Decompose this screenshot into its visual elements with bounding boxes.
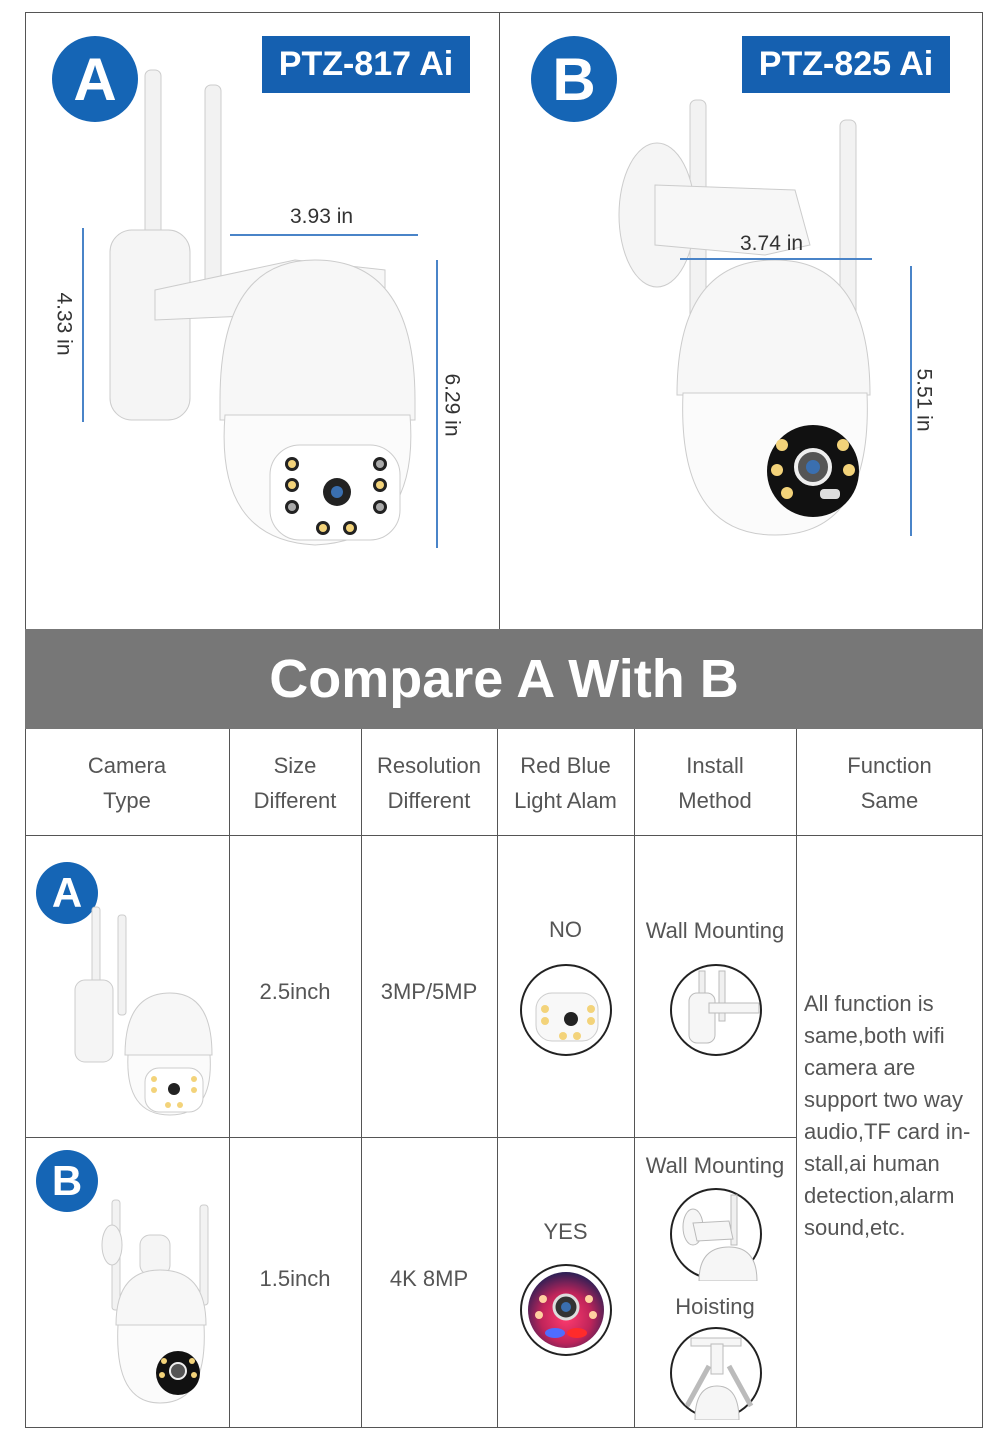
row-b-install-wall: Wall Mounting xyxy=(645,1153,785,1178)
row-b-light: YES xyxy=(543,1219,588,1244)
row-a-install-icon xyxy=(669,963,763,1057)
height-a-right-label: 6.29 in xyxy=(440,373,464,437)
height-a-left-label: 4.33 in xyxy=(52,292,76,356)
camera-b-illustration xyxy=(615,95,885,545)
row-b-install-wall-icon xyxy=(669,1187,763,1281)
height-b-right-label: 5.51 in xyxy=(912,368,936,432)
function-description: All function is same,both wifi camera are support two way audio,TF card in- stall,ai human detection,alarm sound,etc. xyxy=(804,991,971,1240)
header-install: Install Method xyxy=(678,753,752,813)
width-b-label: 3.74 in xyxy=(740,232,804,255)
badge-a-circle: A xyxy=(52,36,138,122)
height-a-right-line xyxy=(436,260,438,548)
row-b-install-hoist-icon xyxy=(669,1326,763,1420)
compare-banner: Compare A With B xyxy=(25,629,983,729)
header-resolution: Resolution Different xyxy=(377,753,481,813)
row-b-resolution: 4K 8MP xyxy=(389,1266,469,1291)
row-divider xyxy=(25,1137,797,1138)
row-a-badge: A xyxy=(36,862,98,924)
row-b-size: 1.5inch xyxy=(259,1266,331,1291)
row-b-camera-image xyxy=(100,1195,220,1410)
row-a-light: NO xyxy=(549,917,582,942)
row-b-badge: B xyxy=(36,1150,98,1212)
height-a-left-line xyxy=(82,228,84,422)
header-function: Function Same xyxy=(847,753,932,813)
header-light: Red Blue Light Alam xyxy=(514,753,617,813)
badge-b-circle: B xyxy=(531,36,617,122)
width-a-line xyxy=(230,234,418,236)
row-a-size: 2.5inch xyxy=(259,979,331,1004)
row-b-light-icon xyxy=(519,1263,613,1357)
top-divider xyxy=(499,12,500,629)
header-size: Size Different xyxy=(253,753,337,813)
row-a-light-icon xyxy=(519,963,613,1057)
header-divider xyxy=(25,835,983,836)
header-camera-type: Camera Type xyxy=(87,753,167,813)
model-a-label: PTZ-817 Ai xyxy=(262,36,470,93)
model-b-label: PTZ-825 Ai xyxy=(742,36,950,93)
width-b-line xyxy=(680,258,872,260)
row-a-resolution: 3MP/5MP xyxy=(380,979,478,1004)
row-a-install: Wall Mounting xyxy=(645,918,785,943)
row-a-camera-image xyxy=(70,905,220,1120)
width-a-label: 3.93 in xyxy=(290,205,354,228)
camera-a-illustration xyxy=(95,60,435,560)
row-b-install-hoisting: Hoisting xyxy=(675,1294,755,1319)
